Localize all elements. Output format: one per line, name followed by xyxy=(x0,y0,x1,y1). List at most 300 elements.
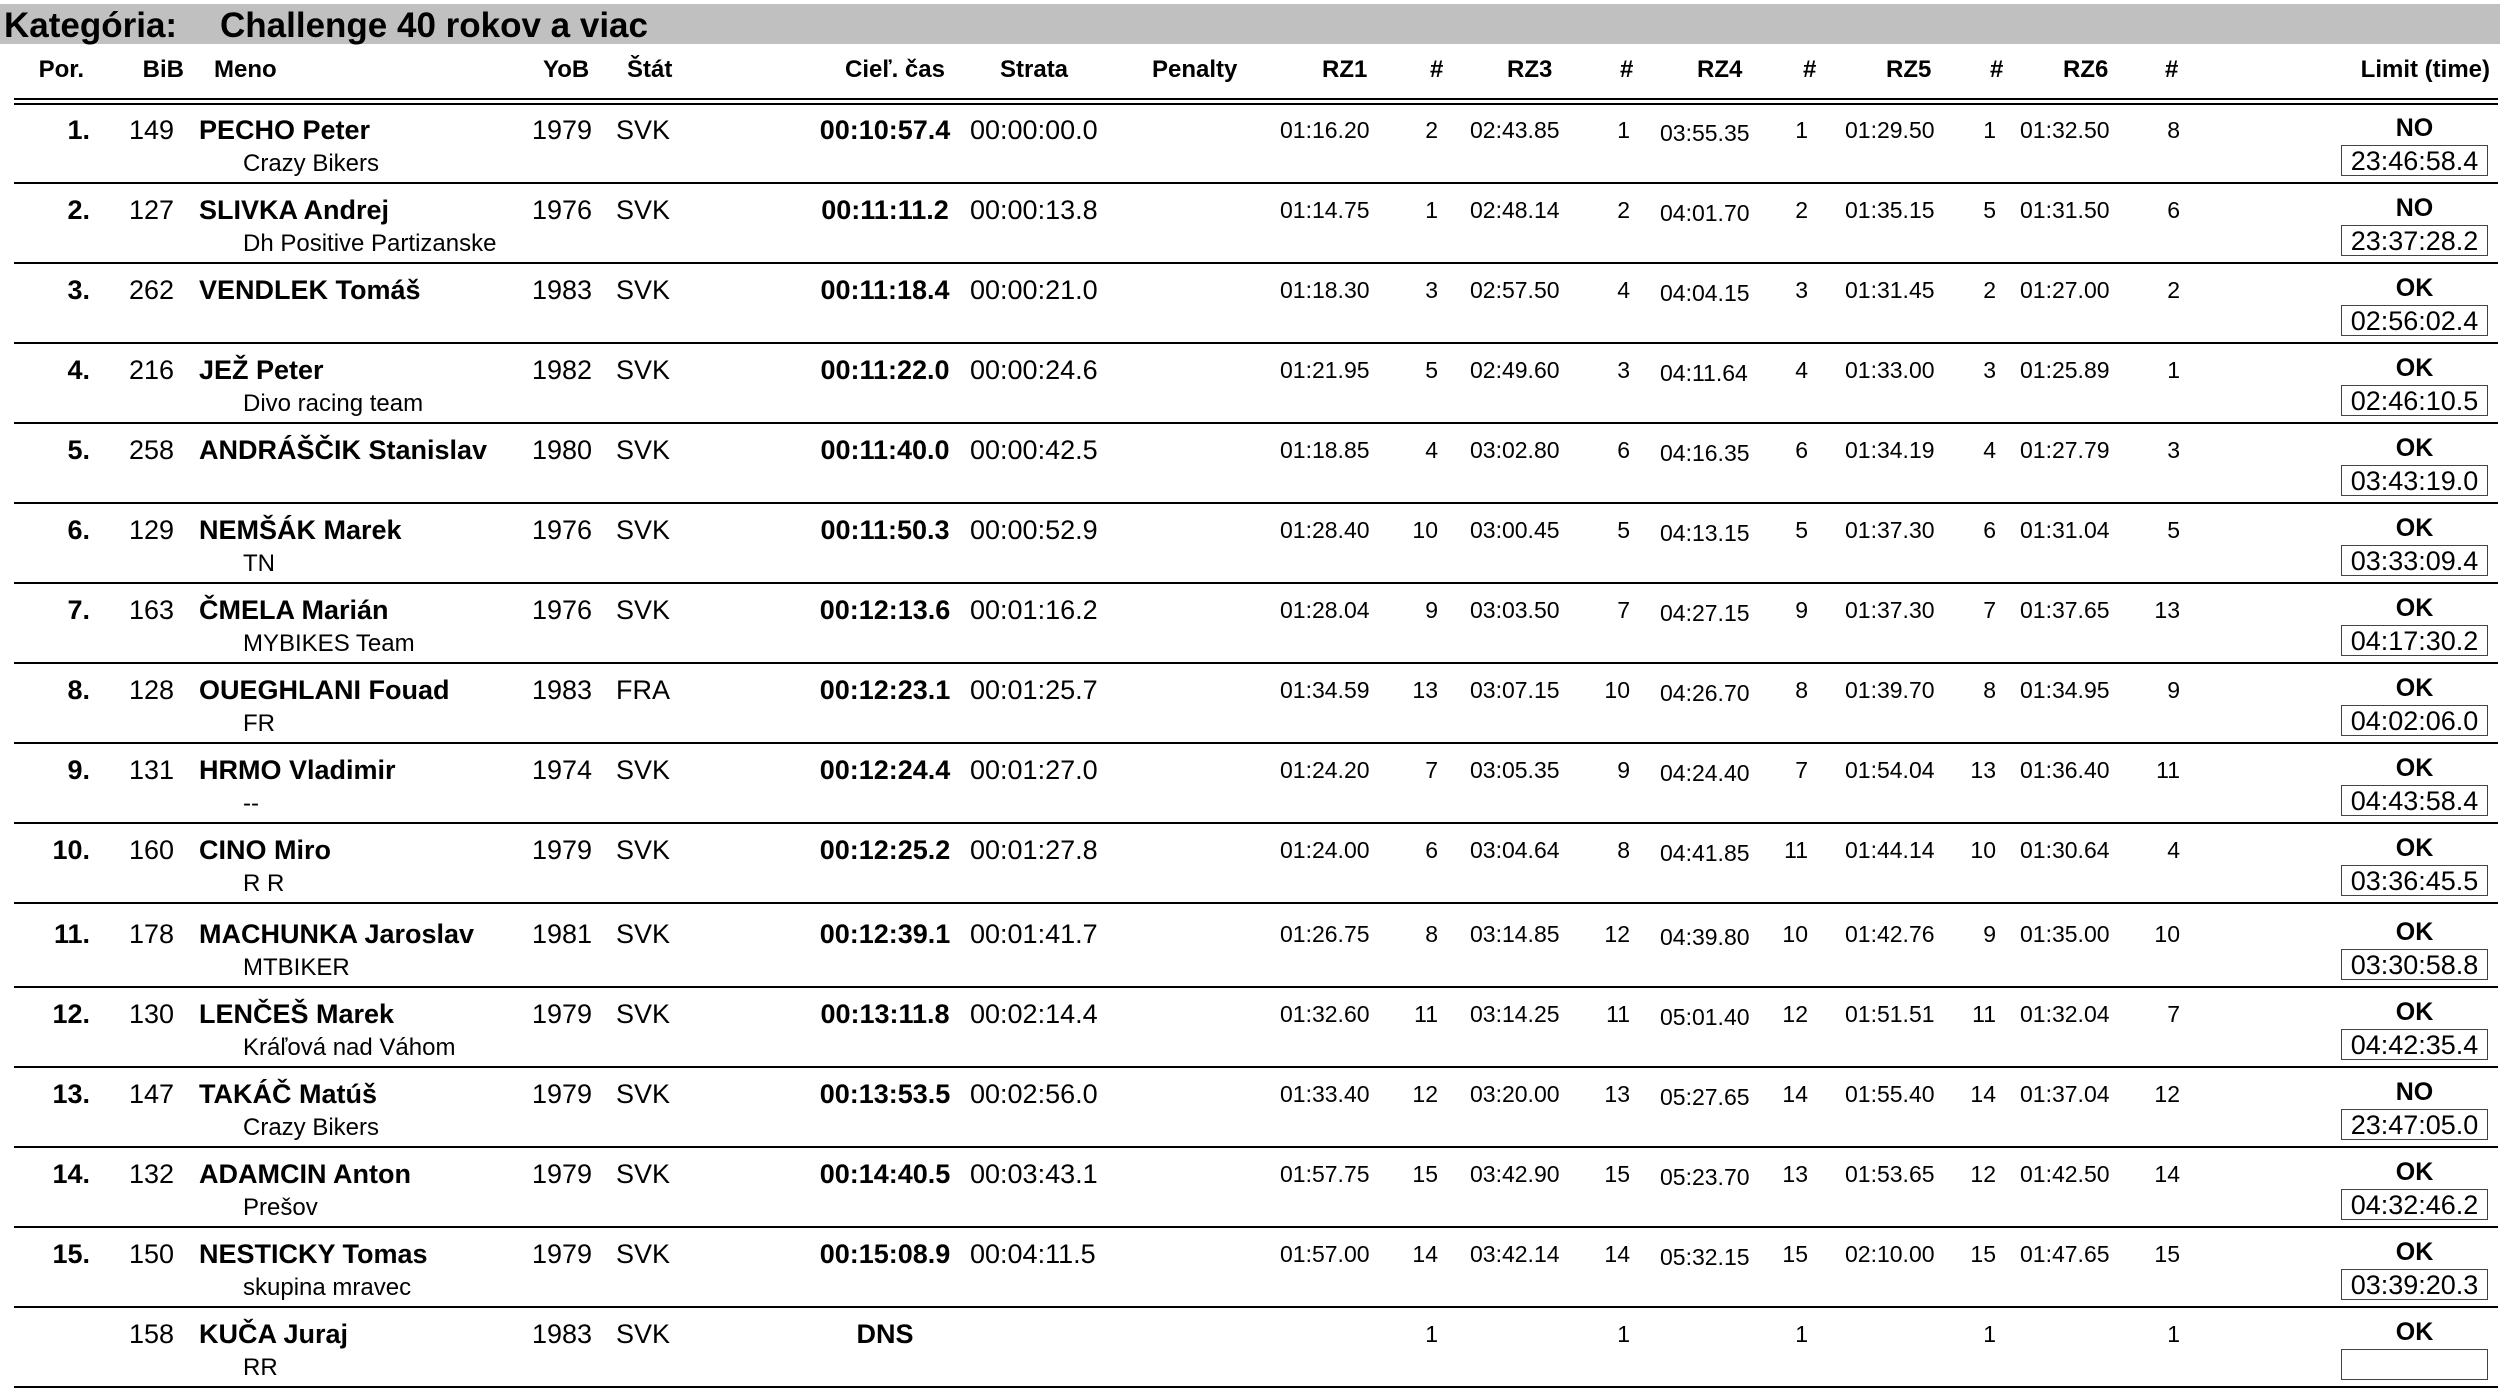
rz6-time: 01:35.00 xyxy=(2020,921,2110,947)
team-name: TN xyxy=(243,550,275,577)
rz4-rank: 8 xyxy=(1795,677,1808,703)
bib-number: 163 xyxy=(128,595,174,625)
limit-status: OK xyxy=(2395,354,2434,382)
table-row xyxy=(0,184,2500,264)
rz5-rank: 3 xyxy=(1983,357,1996,383)
rz3-rank: 11 xyxy=(1606,1001,1630,1027)
rz6-time: 01:32.04 xyxy=(2020,1001,2110,1027)
time-gap: 00:01:41.7 xyxy=(970,919,1098,949)
rz3-rank: 1 xyxy=(1617,1321,1630,1347)
limit-time-box: 03:36:45.5 xyxy=(2341,865,2488,896)
limit-time-box: 02:46:10.5 xyxy=(2341,385,2488,416)
header-rank-rz6: # xyxy=(2165,56,2179,83)
time-gap: 00:00:00.0 xyxy=(970,115,1098,145)
rz3-rank: 15 xyxy=(1604,1161,1630,1187)
country: FRA xyxy=(616,675,670,705)
country: SVK xyxy=(616,755,671,785)
rider-name: MACHUNKA Jaroslav xyxy=(199,919,475,949)
limit-time-box: 04:43:58.4 xyxy=(2341,785,2488,816)
row-separator xyxy=(14,902,2498,904)
finish-time: 00:12:23.1 xyxy=(819,675,951,705)
rz6-time: 01:25.89 xyxy=(2020,357,2110,383)
table-row xyxy=(0,424,2500,504)
country: SVK xyxy=(616,1239,671,1269)
finish-time: 00:12:24.4 xyxy=(819,755,951,785)
time-gap: 00:01:27.8 xyxy=(970,835,1098,865)
position: 7. xyxy=(67,595,90,625)
rz4-time: 04:16.35 xyxy=(1660,440,1750,466)
rz5-rank: 1 xyxy=(1983,1321,1996,1347)
position: 14. xyxy=(52,1159,90,1189)
category-title: Challenge 40 rokov a viac xyxy=(220,6,648,45)
table-row xyxy=(0,744,2500,824)
rz4-rank: 3 xyxy=(1795,277,1808,303)
rz4-time: 04:26.70 xyxy=(1660,680,1750,706)
bib-number: 262 xyxy=(128,275,174,305)
rz3-time: 02:49.60 xyxy=(1470,357,1560,383)
rz1-time: 01:16.20 xyxy=(1280,117,1370,143)
country: SVK xyxy=(616,355,671,385)
rz6-time: 01:47.65 xyxy=(2020,1241,2110,1267)
header-name: Meno xyxy=(214,56,277,83)
rz1-time: 01:14.75 xyxy=(1280,197,1370,223)
rz5-rank: 12 xyxy=(1970,1161,1996,1187)
rz5-time: 01:53.65 xyxy=(1845,1161,1935,1187)
rider-name: VENDLEK Tomáš xyxy=(199,275,421,305)
bib-number: 128 xyxy=(128,675,174,705)
rz3-time: 02:48.14 xyxy=(1470,197,1560,223)
rz5-time: 01:51.51 xyxy=(1845,1001,1935,1027)
rz3-time: 03:04.64 xyxy=(1470,837,1560,863)
rz1-time: 01:26.75 xyxy=(1280,921,1370,947)
rz4-rank: 5 xyxy=(1795,517,1808,543)
limit-status: OK xyxy=(2395,514,2434,542)
rider-name: PECHO Peter xyxy=(199,115,371,145)
position: 13. xyxy=(52,1079,90,1109)
position: 15. xyxy=(52,1239,90,1269)
position: 3. xyxy=(67,275,90,305)
rider-name: ANDRÁŠČIK Stanislav xyxy=(199,435,488,465)
table-row xyxy=(0,1068,2500,1148)
rz1-rank: 12 xyxy=(1412,1081,1438,1107)
limit-status: OK xyxy=(2395,434,2434,462)
position: 11. xyxy=(53,919,90,949)
header-rank-rz5: # xyxy=(1990,56,2004,83)
year-of-birth: 1983 xyxy=(532,675,593,705)
rz4-rank: 13 xyxy=(1782,1161,1808,1187)
limit-time-box: 02:56:02.4 xyxy=(2341,305,2488,336)
rz5-rank: 11 xyxy=(1972,1001,1996,1027)
rz6-rank: 1 xyxy=(2167,357,2180,383)
rz1-rank: 14 xyxy=(1412,1241,1438,1267)
year-of-birth: 1983 xyxy=(532,1319,593,1349)
table-row xyxy=(0,1148,2500,1228)
rz6-rank: 12 xyxy=(2154,1081,2180,1107)
limit-status: OK xyxy=(2395,754,2434,782)
bib-number: 127 xyxy=(128,195,174,225)
rider-name: SLIVKA Andrej xyxy=(199,195,390,225)
rz1-rank: 7 xyxy=(1425,757,1438,783)
rz4-rank: 15 xyxy=(1782,1241,1808,1267)
table-row xyxy=(0,664,2500,744)
limit-status: NO xyxy=(2395,194,2434,222)
finish-time: 00:14:40.5 xyxy=(819,1159,951,1189)
rz6-time: 01:36.40 xyxy=(2020,757,2110,783)
rz6-rank: 13 xyxy=(2154,597,2180,623)
header-gap: Strata xyxy=(1000,56,1069,83)
rz3-time: 03:00.45 xyxy=(1470,517,1560,543)
finish-time: DNS xyxy=(856,1319,914,1349)
rz5-time: 01:34.19 xyxy=(1845,437,1935,463)
rz6-rank: 10 xyxy=(2154,921,2180,947)
rz4-rank: 11 xyxy=(1784,837,1808,863)
header-rz3: RZ3 xyxy=(1507,56,1553,83)
rz1-rank: 11 xyxy=(1414,1001,1438,1027)
table-row xyxy=(0,824,2500,904)
rz3-time: 03:03.50 xyxy=(1470,597,1560,623)
bib-number: 129 xyxy=(128,515,174,545)
rz4-time: 03:55.35 xyxy=(1660,120,1750,146)
rz5-rank: 7 xyxy=(1983,597,1996,623)
rz3-rank: 1 xyxy=(1617,117,1630,143)
rz3-rank: 7 xyxy=(1617,597,1630,623)
year-of-birth: 1980 xyxy=(532,435,593,465)
bib-number: 216 xyxy=(128,355,174,385)
rz1-rank: 15 xyxy=(1412,1161,1438,1187)
table-row xyxy=(0,504,2500,584)
rz5-rank: 2 xyxy=(1983,277,1996,303)
rz5-rank: 10 xyxy=(1970,837,1996,863)
rz4-time: 04:11.64 xyxy=(1660,360,1748,386)
limit-status: OK xyxy=(2395,918,2434,946)
rz1-time: 01:21.95 xyxy=(1280,357,1370,383)
time-gap: 00:02:56.0 xyxy=(970,1079,1098,1109)
rz4-time: 04:41.85 xyxy=(1660,840,1750,866)
finish-time: 00:12:25.2 xyxy=(819,835,951,865)
limit-status: OK xyxy=(2395,594,2434,622)
rz5-rank: 13 xyxy=(1970,757,1996,783)
time-gap: 00:02:14.4 xyxy=(970,999,1098,1029)
country: SVK xyxy=(616,275,671,305)
rz6-rank: 1 xyxy=(2167,1321,2180,1347)
rz5-time: 01:31.45 xyxy=(1845,277,1935,303)
row-separator xyxy=(14,1386,2498,1388)
time-gap: 00:00:24.6 xyxy=(970,355,1098,385)
table-row xyxy=(0,988,2500,1068)
time-gap: 00:00:52.9 xyxy=(970,515,1098,545)
bib-number: 130 xyxy=(128,999,174,1029)
rz3-time: 03:05.35 xyxy=(1470,757,1560,783)
rz4-rank: 4 xyxy=(1795,357,1808,383)
rz5-rank: 15 xyxy=(1970,1241,1996,1267)
rz1-time: 01:32.60 xyxy=(1280,1001,1370,1027)
finish-time: 00:12:13.6 xyxy=(819,595,951,625)
country: SVK xyxy=(616,115,671,145)
rz6-rank: 8 xyxy=(2167,117,2180,143)
rz1-rank: 9 xyxy=(1425,597,1438,623)
finish-time: 00:11:40.0 xyxy=(820,435,950,465)
rz5-rank: 6 xyxy=(1983,517,1996,543)
rz4-rank: 1 xyxy=(1795,117,1808,143)
limit-time-box: 04:17:30.2 xyxy=(2341,625,2488,656)
limit-status: OK xyxy=(2395,1238,2434,1266)
time-gap: 00:03:43.1 xyxy=(970,1159,1098,1189)
limit-time-box: 03:43:19.0 xyxy=(2341,465,2488,496)
rz3-time: 02:57.50 xyxy=(1470,277,1560,303)
table-row xyxy=(0,1308,2500,1388)
country: SVK xyxy=(616,195,671,225)
rz6-rank: 14 xyxy=(2154,1161,2180,1187)
bib-number: 131 xyxy=(128,755,174,785)
rz5-time: 01:37.30 xyxy=(1845,517,1935,543)
limit-time-box: 23:46:58.4 xyxy=(2341,145,2488,176)
rz4-rank: 12 xyxy=(1782,1001,1808,1027)
limit-status: OK xyxy=(2395,1318,2434,1346)
rider-name: HRMO Vladimir xyxy=(199,755,396,785)
rz3-rank: 5 xyxy=(1617,517,1630,543)
limit-time-box: 04:32:46.2 xyxy=(2341,1189,2488,1220)
rz5-rank: 14 xyxy=(1970,1081,1996,1107)
finish-time: 00:11:22.0 xyxy=(820,355,950,385)
rz3-time: 03:42.14 xyxy=(1470,1241,1560,1267)
header-penalty: Penalty xyxy=(1152,56,1238,83)
finish-time: 00:13:11.8 xyxy=(820,999,950,1029)
rider-name: ČMELA Marián xyxy=(199,595,389,625)
finish-time: 00:12:39.1 xyxy=(819,919,951,949)
rz4-time: 04:13.15 xyxy=(1660,520,1750,546)
rz1-time: 01:18.30 xyxy=(1280,277,1370,303)
rz6-rank: 11 xyxy=(2156,757,2180,783)
rider-name: NESTICKY Tomas xyxy=(199,1239,428,1269)
category-bar xyxy=(0,4,2500,44)
header-bib: BiB xyxy=(142,56,184,83)
header-limit: Limit (time) xyxy=(2360,56,2490,83)
team-name: -- xyxy=(243,790,259,817)
finish-time: 00:11:18.4 xyxy=(820,275,950,305)
rz4-time: 04:24.40 xyxy=(1660,760,1750,786)
rz5-time: 01:33.00 xyxy=(1845,357,1935,383)
finish-time: 00:11:11.2 xyxy=(821,195,949,225)
rz3-rank: 2 xyxy=(1617,197,1630,223)
rz5-time: 02:10.00 xyxy=(1845,1241,1935,1267)
team-name: Crazy Bikers xyxy=(243,150,380,177)
rz6-rank: 5 xyxy=(2167,517,2180,543)
finish-time: 00:11:50.3 xyxy=(820,515,950,545)
position: 2. xyxy=(67,195,90,225)
rz3-rank: 13 xyxy=(1604,1081,1630,1107)
rz4-time: 05:32.15 xyxy=(1660,1244,1750,1270)
rz5-time: 01:29.50 xyxy=(1845,117,1935,143)
team-name: Kráľová nad Váhom xyxy=(243,1034,456,1061)
time-gap: 00:00:13.8 xyxy=(970,195,1098,225)
rz4-rank: 7 xyxy=(1795,757,1808,783)
rz3-rank: 6 xyxy=(1617,437,1630,463)
rz3-rank: 3 xyxy=(1617,357,1630,383)
rz6-time: 01:27.79 xyxy=(2020,437,2110,463)
time-gap: 00:01:27.0 xyxy=(970,755,1098,785)
rz5-time: 01:55.40 xyxy=(1845,1081,1935,1107)
rz1-rank: 1 xyxy=(1425,1321,1438,1347)
bib-number: 158 xyxy=(128,1319,174,1349)
position: 8. xyxy=(67,675,90,705)
rz1-rank: 5 xyxy=(1425,357,1438,383)
rz4-rank: 2 xyxy=(1795,197,1808,223)
bib-number: 160 xyxy=(128,835,174,865)
team-name: MYBIKES Team xyxy=(243,630,415,657)
limit-time-box xyxy=(2341,1349,2488,1380)
bib-number: 258 xyxy=(128,435,174,465)
rz6-time: 01:37.65 xyxy=(2020,597,2110,623)
time-gap: 00:01:16.2 xyxy=(970,595,1098,625)
year-of-birth: 1974 xyxy=(532,755,593,785)
rz3-rank: 14 xyxy=(1604,1241,1630,1267)
team-name: R R xyxy=(243,870,285,897)
rz4-time: 05:23.70 xyxy=(1660,1164,1750,1190)
time-gap: 00:00:42.5 xyxy=(970,435,1098,465)
rz4-rank: 10 xyxy=(1782,921,1808,947)
rz1-time: 01:34.59 xyxy=(1280,677,1370,703)
rz5-time: 01:35.15 xyxy=(1845,197,1935,223)
rz5-time: 01:54.04 xyxy=(1845,757,1935,783)
country: SVK xyxy=(616,595,671,625)
rz1-time: 01:57.75 xyxy=(1280,1161,1370,1187)
time-gap: 00:00:21.0 xyxy=(970,275,1098,305)
rz6-rank: 3 xyxy=(2167,437,2180,463)
year-of-birth: 1976 xyxy=(532,595,593,625)
limit-time-box: 23:47:05.0 xyxy=(2341,1109,2488,1140)
rz1-rank: 10 xyxy=(1412,517,1438,543)
rz1-time: 01:33.40 xyxy=(1280,1081,1370,1107)
rz3-time: 03:02.80 xyxy=(1470,437,1560,463)
rider-name: NEMŠÁK Marek xyxy=(199,515,402,545)
rz5-rank: 5 xyxy=(1983,197,1996,223)
rz1-rank: 13 xyxy=(1412,677,1438,703)
header-rz6: RZ6 xyxy=(2063,56,2109,83)
rz4-time: 05:27.65 xyxy=(1660,1084,1750,1110)
rz1-rank: 8 xyxy=(1425,921,1438,947)
rz1-rank: 6 xyxy=(1425,837,1438,863)
finish-time: 00:15:08.9 xyxy=(819,1239,951,1269)
table-row xyxy=(0,1228,2500,1308)
bib-number: 178 xyxy=(128,919,174,949)
time-gap: 00:01:25.7 xyxy=(970,675,1098,705)
rz1-rank: 2 xyxy=(1425,117,1438,143)
rz3-time: 03:14.25 xyxy=(1470,1001,1560,1027)
bib-number: 147 xyxy=(128,1079,174,1109)
year-of-birth: 1976 xyxy=(532,515,593,545)
table-row xyxy=(0,264,2500,344)
rz6-time: 01:30.64 xyxy=(2020,837,2110,863)
year-of-birth: 1979 xyxy=(532,1239,593,1269)
rz1-time: 01:28.40 xyxy=(1280,517,1370,543)
team-name: Divo racing team xyxy=(243,390,424,417)
rz3-time: 03:42.90 xyxy=(1470,1161,1560,1187)
rz5-rank: 8 xyxy=(1983,677,1996,703)
rz1-rank: 4 xyxy=(1425,437,1438,463)
finish-time: 00:13:53.5 xyxy=(819,1079,951,1109)
limit-time-box: 03:39:20.3 xyxy=(2341,1269,2488,1300)
rider-name: TAKÁČ Matúš xyxy=(199,1079,377,1109)
rz4-time: 05:01.40 xyxy=(1660,1004,1750,1030)
header-rank-rz4: # xyxy=(1803,56,1817,83)
position: 4. xyxy=(67,355,90,385)
position: 1. xyxy=(67,115,90,145)
rz4-rank: 14 xyxy=(1782,1081,1808,1107)
country: SVK xyxy=(616,919,671,949)
header-rz5: RZ5 xyxy=(1886,56,1932,83)
rz6-time: 01:27.00 xyxy=(2020,277,2110,303)
team-name: skupina mravec xyxy=(243,1274,412,1301)
year-of-birth: 1976 xyxy=(532,195,593,225)
rz6-rank: 4 xyxy=(2167,837,2180,863)
rz5-rank: 9 xyxy=(1983,921,1996,947)
position: 6. xyxy=(67,515,90,545)
country: SVK xyxy=(616,1319,671,1349)
country: SVK xyxy=(616,835,671,865)
rider-name: OUEGHLANI Fouad xyxy=(199,675,450,705)
rz3-time: 03:07.15 xyxy=(1470,677,1560,703)
rz3-rank: 10 xyxy=(1604,677,1630,703)
country: SVK xyxy=(616,1079,671,1109)
rz5-rank: 1 xyxy=(1983,117,1996,143)
rz4-rank: 6 xyxy=(1795,437,1808,463)
rz4-rank: 1 xyxy=(1795,1321,1808,1347)
rider-name: LENČEŠ Marek xyxy=(199,999,395,1029)
limit-time-box: 04:02:06.0 xyxy=(2341,705,2488,736)
rz3-time: 03:14.85 xyxy=(1470,921,1560,947)
rz1-time: 01:24.20 xyxy=(1280,757,1370,783)
rz6-rank: 7 xyxy=(2167,1001,2180,1027)
rz1-time: 01:28.04 xyxy=(1280,597,1370,623)
limit-status: OK xyxy=(2395,674,2434,702)
year-of-birth: 1982 xyxy=(532,355,593,385)
rz1-time: 01:24.00 xyxy=(1280,837,1370,863)
bib-number: 149 xyxy=(128,115,174,145)
rz5-rank: 4 xyxy=(1983,437,1996,463)
rz1-time: 01:18.85 xyxy=(1280,437,1370,463)
year-of-birth: 1979 xyxy=(532,835,593,865)
header-finish-time: Cieľ. čas xyxy=(845,56,945,83)
limit-time-box: 03:30:58.8 xyxy=(2341,949,2488,980)
rz6-time: 01:34.95 xyxy=(2020,677,2110,703)
header-position: Por. xyxy=(38,56,84,83)
rz4-time: 04:39.80 xyxy=(1660,924,1750,950)
team-name: Prešov xyxy=(243,1194,318,1221)
position: 5. xyxy=(67,435,90,465)
position: 12. xyxy=(52,999,90,1029)
limit-status: OK xyxy=(2395,274,2434,302)
rz5-time: 01:37.30 xyxy=(1845,597,1935,623)
year-of-birth: 1983 xyxy=(532,275,593,305)
table-row xyxy=(0,908,2500,988)
limit-time-box: 23:37:28.2 xyxy=(2341,225,2488,256)
rz6-time: 01:31.04 xyxy=(2020,517,2110,543)
year-of-birth: 1979 xyxy=(532,1159,593,1189)
limit-status: NO xyxy=(2395,1078,2434,1106)
year-of-birth: 1979 xyxy=(532,1079,593,1109)
rz1-time: 01:57.00 xyxy=(1280,1241,1370,1267)
bib-number: 132 xyxy=(128,1159,174,1189)
rz4-time: 04:04.15 xyxy=(1660,280,1750,306)
rider-name: ADAMCIN Anton xyxy=(199,1159,411,1189)
table-row xyxy=(0,584,2500,664)
rz6-rank: 2 xyxy=(2167,277,2180,303)
header-rank-rz1: # xyxy=(1430,56,1444,83)
year-of-birth: 1979 xyxy=(532,115,593,145)
rz3-rank: 8 xyxy=(1617,837,1630,863)
country: SVK xyxy=(616,515,671,545)
country: SVK xyxy=(616,435,671,465)
